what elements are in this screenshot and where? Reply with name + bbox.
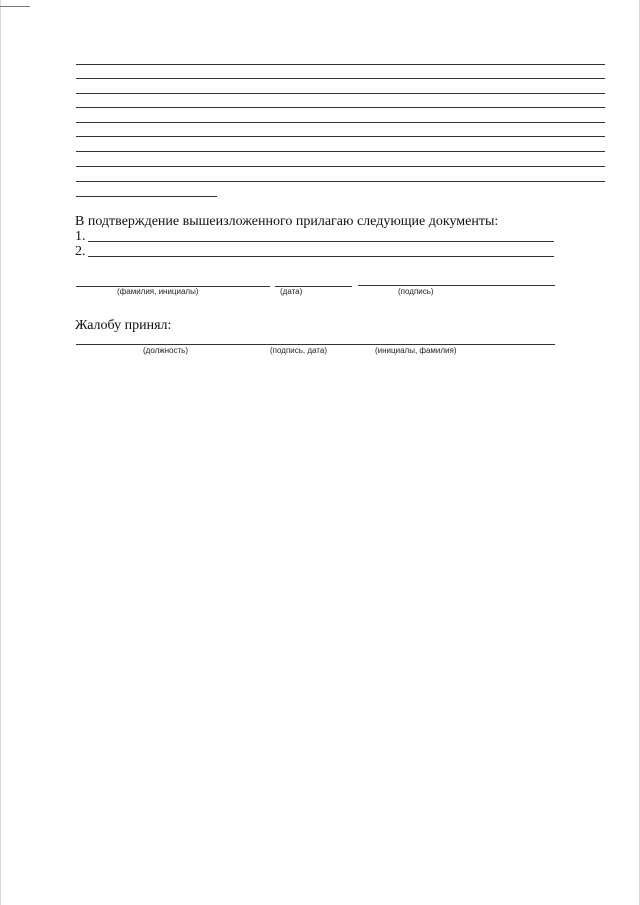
attachment-item-number: 1. [75,229,86,244]
blank-line [76,122,605,123]
scan-edge-left [0,0,1,905]
caption-position: (должность) [143,346,188,355]
blank-line [76,151,605,152]
attachment-item-line [88,256,554,257]
blank-line [76,78,605,79]
caption-name-initials: (фамилия, инициалы) [117,287,199,296]
blank-line [76,93,605,94]
receiver-signature-line [76,344,555,345]
blank-line [76,181,605,182]
attachment-item-line [88,241,554,242]
blank-line [76,136,605,137]
received-heading: Жалобу принял: [75,318,172,333]
signature-line [358,285,555,286]
caption-signature: (подпись) [398,287,434,296]
blank-line [76,64,605,65]
attachment-item-number: 2. [75,244,86,259]
attachments-heading: В подтверждение вышеизложенного прилагаю следующие документы: [75,214,499,229]
blank-line [76,107,605,108]
footnote-separator [76,196,217,197]
scan-corner-mark [0,6,30,7]
caption-initials-surname: (инициалы, фамилия) [375,346,457,355]
caption-signature-date: (подпись, дата) [270,346,327,355]
blank-line [76,166,605,167]
caption-date: (дата) [280,287,303,296]
